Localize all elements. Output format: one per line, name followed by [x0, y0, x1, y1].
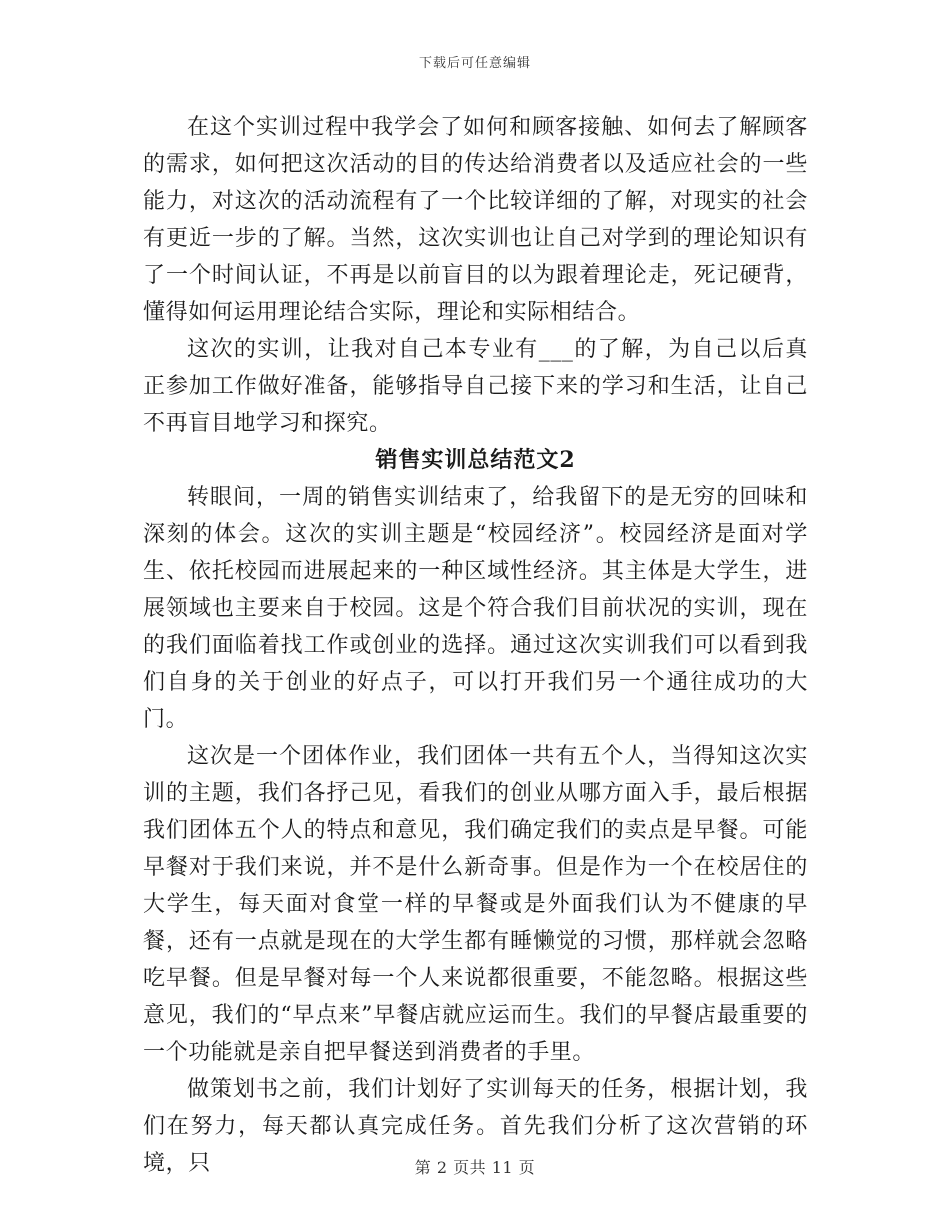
page-header: 下载后可任意编辑 [418, 56, 531, 71]
paragraph-1: 在这个实训过程中我学会了如何和顾客接触、如何去了解顾客的需求，如何把这次活动的目的传达给消费者以及适应社会的一些能力，对这次的活动流程有了一个比较详细的了解，对现实的社会有更近一步的了解。当然，这次实训也让自己对学到的理论知识有了一个时间认证，不再是以前盲目的以为跟着理论走，死记硬背，懂得如何运用理论结合实际，理论和实际相结合。 [143, 115, 808, 325]
paragraph-5: 做策划书之前，我们计划好了实训每天的任务，根据计划，我们在努力，每天都认真完成任务。首先我们分析了这次营销的环境，只 [143, 1077, 808, 1176]
paragraph-4: 这次是一个团体作业，我们团体一共有五个人，当得知这次实训的主题，我们各抒己见，看我们的创业从哪方面入手，最后根据我们团体五个人的特点和意见，我们确定我们的卖点是早餐。可能早餐对于我们来说，并不是什么新奇事。但是作为一个在校居住的大学生，每天面对食堂一样的早餐或是外面我们认为不健康的早餐，还有一点就是现在的大学生都有睡懒觉的习惯，那样就会忽略吃早餐。但是早餐对每一个人来说都很重要，不能忽略。根据这些意见，我们的“早点来”早餐店就应运而生。我们的早餐店最重要的一个功能就是亲自把早餐送到消费者的手里。 [143, 744, 808, 1065]
section-title: 销售实训总结范文2 [375, 447, 576, 473]
paragraph-3: 转眼间，一周的销售实训结束了，给我留下的是无穷的回味和深刻的体会。这次的实训主题是“校园经济”。校园经济是面对学生、依托校园而进展起来的一种区域性经济。其主体是大学生，进展领域也主要来自于校园。这是个符合我们目前状况的实训，现在的我们面临着找工作或创业的选择。通过这次实训我们可以看到我们自身的关于创业的好点子，可以打开我们另一个通往成功的大门。 [143, 485, 808, 732]
document-body [143, 109, 808, 1182]
paragraph-2: 这次的实训，让我对自己本专业有___的了解，为自己以后真正参加工作做好准备，能够指导自己接下来的学习和生活，让自己不再盲目地学习和探究。 [143, 337, 808, 436]
page-number: 第 2 页共 11 页 [414, 1158, 536, 1177]
